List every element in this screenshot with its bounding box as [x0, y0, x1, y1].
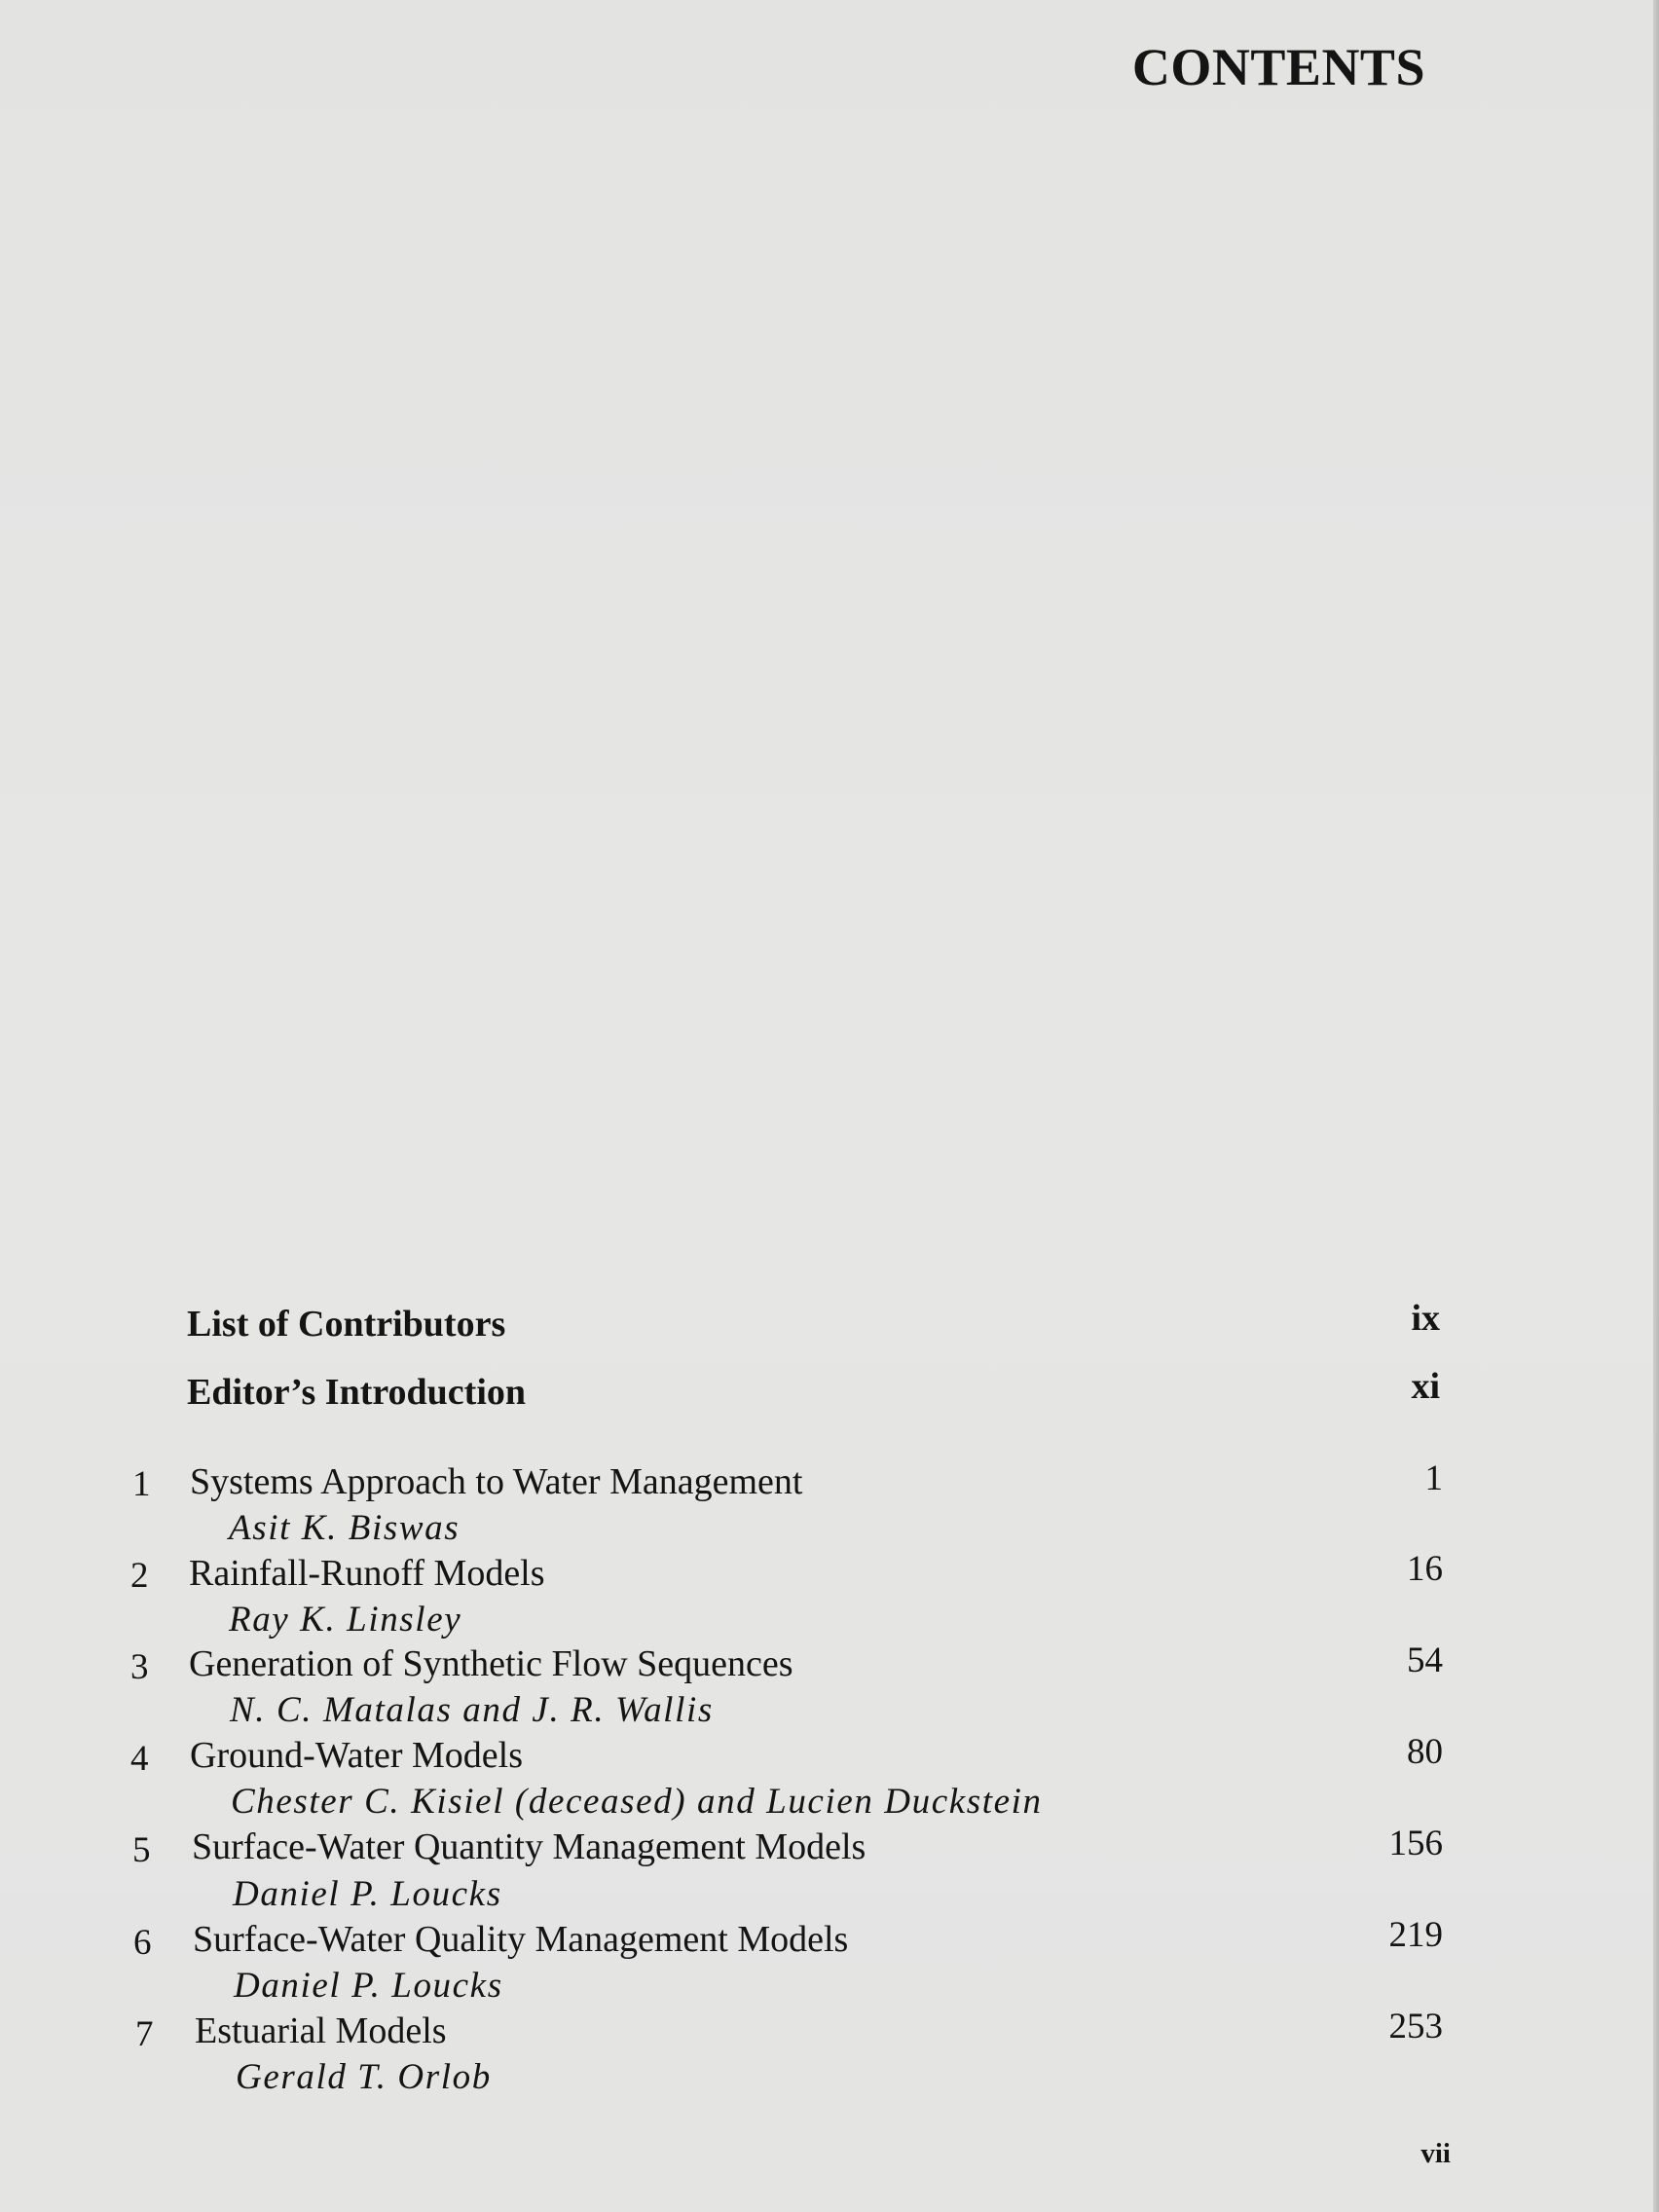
- toc-front-page-introduction: xi: [1411, 1366, 1440, 1407]
- toc-chapter-number: 5: [132, 1830, 151, 1870]
- toc-chapter-page: 80: [1407, 1732, 1443, 1772]
- page-number: vii: [1420, 2138, 1451, 2169]
- toc-chapter-number: 1: [132, 1464, 151, 1504]
- toc-chapter-page: 219: [1388, 1915, 1443, 1955]
- toc-chapter-title: Surface-Water Quality Management Models: [193, 1919, 849, 1960]
- toc-chapter-author: Gerald T. Orlob: [236, 2057, 492, 2097]
- toc-front-page-contributors: ix: [1411, 1298, 1440, 1339]
- toc-chapter-title: Estuarial Models: [195, 2010, 447, 2051]
- toc-chapter-page: 1: [1424, 1458, 1443, 1498]
- page-title: CONTENTS: [1131, 38, 1425, 96]
- toc-chapter-number: 7: [135, 2014, 154, 2054]
- toc-chapter-title: Generation of Synthetic Flow Sequences: [189, 1643, 793, 1684]
- toc-chapter-title: Systems Approach to Water Management: [190, 1461, 803, 1502]
- toc-chapter-author: Daniel P. Loucks: [234, 1966, 503, 2006]
- toc-front-label-introduction: Editor’s Introduction: [187, 1372, 527, 1413]
- page-edge-shadow: [1653, 0, 1659, 2212]
- toc-chapter-title: Ground-Water Models: [190, 1735, 524, 1776]
- toc-chapter-number: 6: [133, 1923, 152, 1963]
- toc-front-label-contributors: List of Contributors: [187, 1304, 506, 1345]
- toc-chapter-page: 16: [1407, 1549, 1443, 1589]
- toc-chapter-author: N. C. Matalas and J. R. Wallis: [230, 1690, 714, 1730]
- toc-chapter-page: 253: [1388, 2007, 1443, 2046]
- toc-chapter-title: Rainfall-Runoff Models: [189, 1553, 545, 1594]
- toc-chapter-author: Chester C. Kisiel (deceased) and Lucien Duckstein: [231, 1782, 1043, 1822]
- toc-chapter-number: 4: [130, 1739, 149, 1779]
- toc-chapter-page: 156: [1388, 1824, 1443, 1863]
- toc-chapter-title: Surface-Water Quantity Management Models: [192, 1826, 866, 1867]
- toc-chapter-author: Daniel P. Loucks: [233, 1874, 502, 1914]
- toc-chapter-number: 2: [130, 1556, 149, 1596]
- toc-chapter-author: Ray K. Linsley: [229, 1600, 462, 1640]
- toc-chapter-author: Asit K. Biswas: [229, 1508, 461, 1548]
- toc-chapter-number: 3: [130, 1647, 149, 1687]
- toc-chapter-page: 54: [1407, 1641, 1443, 1680]
